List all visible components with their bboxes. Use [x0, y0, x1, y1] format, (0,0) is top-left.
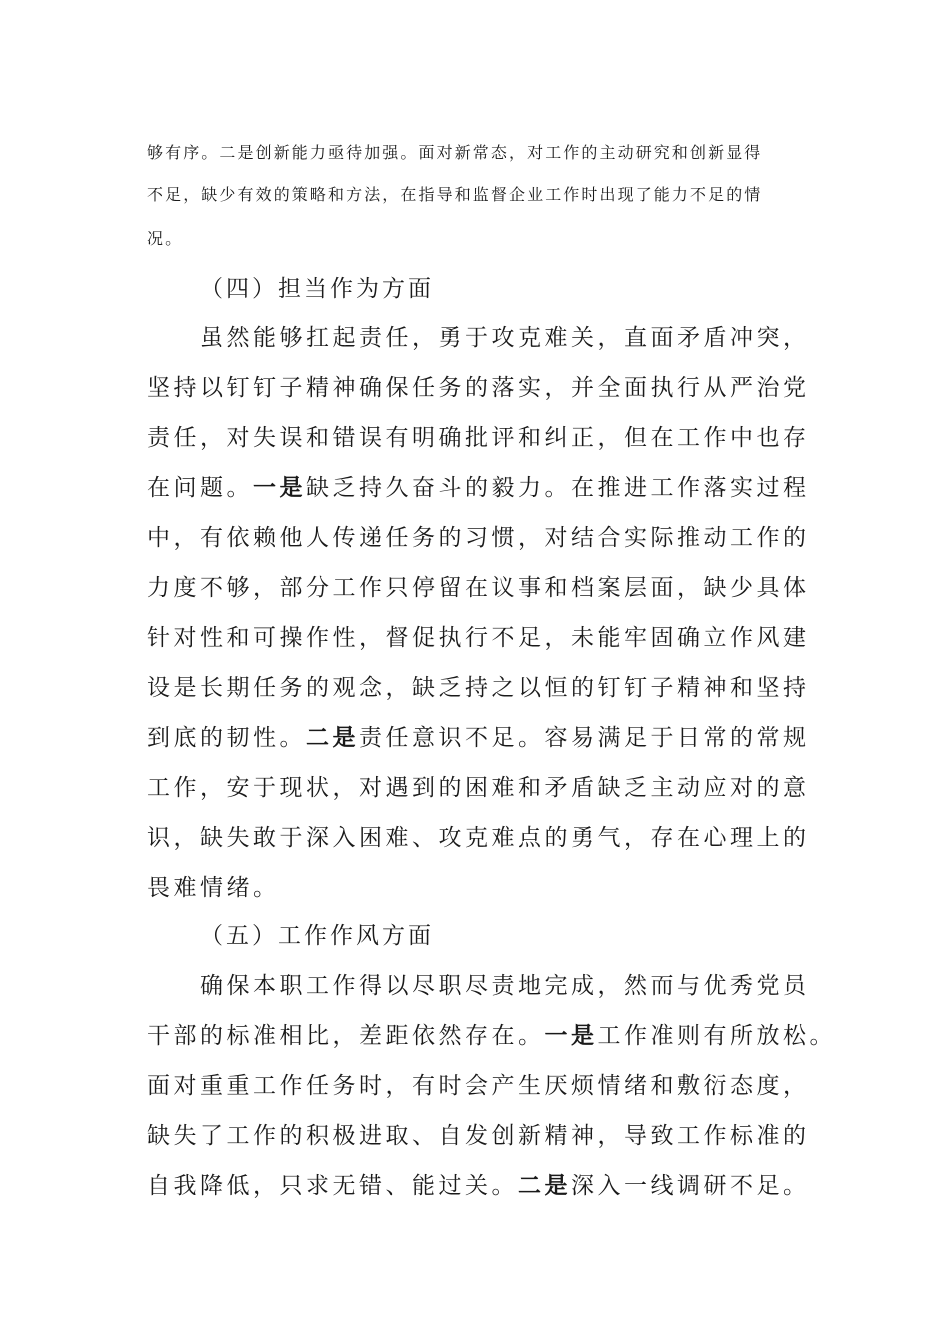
- paragraph-line: 工作，安于现状，对遇到的困难和矛盾缺乏主动应对的意: [147, 775, 810, 801]
- paragraph-line: 畏难情绪。: [147, 875, 280, 901]
- paragraph-line: 坚持以钉钉子精神确保任务的落实，并全面执行从严治党: [147, 375, 810, 401]
- bold-marker: 一是: [544, 1022, 598, 1049]
- paragraph-line: 缺失了工作的积极进取、自发创新精神，导致工作标准的: [147, 1123, 810, 1149]
- paragraph-line: [147, 719, 810, 752]
- paragraph-line: [147, 469, 810, 502]
- paragraph-line: 识，缺失敢于深入困难、攻克难点的勇气，存在心理上的: [147, 825, 810, 851]
- bold-marker: 一是: [253, 474, 306, 501]
- paragraph-line: 设是长期任务的观念，缺乏持之以恒的钉钉子精神和坚持: [147, 675, 810, 701]
- paragraph-line: 力度不够，部分工作只停留在议事和档案层面，缺少具体: [147, 575, 810, 601]
- text-run: 缺乏持久奋斗的毅力。在推进工作落实过程: [306, 475, 810, 501]
- bold-marker: 二是: [518, 1172, 571, 1199]
- paragraph-line: 责任，对失误和错误有明确批评和纠正，但在工作中也存: [147, 425, 810, 451]
- text-run: 干部的标准相比，差距依然存在。: [147, 1023, 545, 1049]
- text-run: 自我降低，只求无错、能过关。: [147, 1173, 518, 1199]
- paragraph-line: [147, 1017, 836, 1050]
- paragraph-line: 面对重重工作任务时，有时会产生厌烦情绪和敷衍态度，: [147, 1073, 810, 1099]
- paragraph-line: 够有序。二是创新能力亟待加强。面对新常态，对工作的主动研究和创新显得: [147, 143, 763, 162]
- paragraph-line: 不足，缺少有效的策略和方法，在指导和监督企业工作时出现了能力不足的情: [147, 185, 763, 204]
- text-run: 到底的韧性。: [147, 725, 306, 751]
- bold-marker: 二是: [306, 724, 359, 751]
- paragraph-line: 确保本职工作得以尽职尽责地完成，然而与优秀党员: [200, 973, 810, 999]
- paragraph-line: 中，有依赖他人传递任务的习惯，对结合实际推动工作的: [147, 525, 810, 551]
- section-heading-4: （四）担当作为方面: [200, 276, 434, 302]
- text-run: 在问题。: [147, 475, 253, 501]
- text-run: 工作准则有所放松。: [597, 1023, 836, 1049]
- section-heading-5: （五）工作作风方面: [200, 923, 434, 949]
- text-run: 责任意识不足。容易满足于日常的常规: [359, 725, 810, 751]
- paragraph-line: 针对性和可操作性，督促执行不足，未能牢固确立作风建: [147, 625, 810, 651]
- paragraph-line: 虽然能够扛起责任，勇于攻克难关，直面矛盾冲突，: [200, 325, 810, 351]
- paragraph-line: [147, 1167, 810, 1200]
- paragraph-line: 况。: [147, 229, 184, 248]
- text-run: 深入一线调研不足。: [571, 1173, 810, 1199]
